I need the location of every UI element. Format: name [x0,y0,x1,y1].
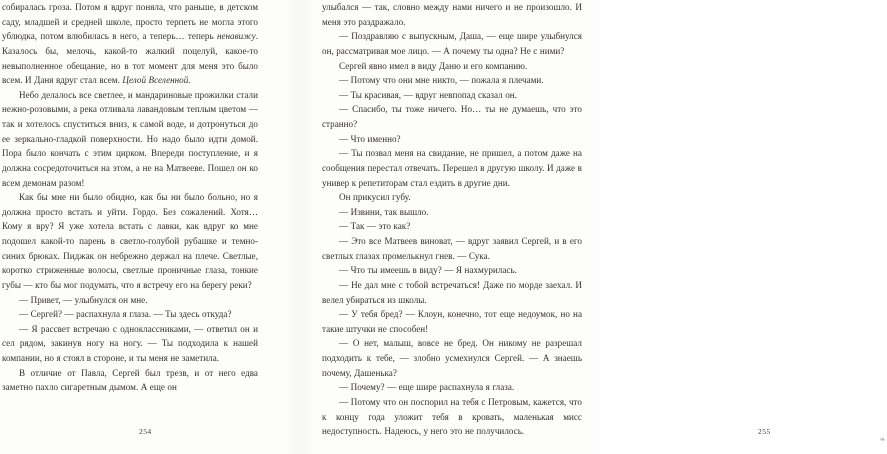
paragraph: — Что ты имеешь в виду? — Я нахмурилась. [339,265,517,276]
paragraph-emphasis: ненавижу [216,31,256,42]
paragraph: — Почему? — еще шире распахнула я глаза. [339,382,515,393]
paragraph: — Спасибо, ты тоже ничего. Но… ты не думаешь, что это странно? [322,104,582,129]
paragraph: — Что именно? [339,133,401,144]
paragraph: — Привет, — улыбнулся он мне. [19,294,148,305]
page-right-textblock [322,0,582,439]
page-left-textblock [2,0,258,395]
paragraph-text-tail: . Казалось бы, мелочь, какой-то жалкий поцелуй, какое-то невыполненное обещание, но в тот момент для меня это было всем. И Даня вдруг стал всем. [2,31,258,86]
paragraph: — Так — это как? [339,221,411,232]
paragraph: — Не дал мне с тобой встречаться! Даже по морде заехал. И велел убираться из школы. [322,279,582,305]
paragraph: улыбался — так, словно между нами ничего и не произошло. И меня это раздражало. [322,2,582,27]
paragraph: Сергей явно имел в виду Даню и его компанию. [339,60,528,71]
paragraph: — Потому что они мне никто, — пожала я плечами. [339,75,544,86]
paragraph: Он прикусил губу. [339,192,411,203]
page-right [300,0,886,454]
paragraph: Как бы мне ни было обидно, как бы ни было больно, но я должна просто встать и уйти. Гордо. Без сожалений. Хотя… Кому я вру? Я уже хотела встать с лавки, как вдруг ко мне подошел какой-то парень в светло-голубой рубашке и темно-синих брюках. Пиджак он небрежно держал на плече. Светлые, коротко стриженные волосы, светлые проничные глаза, тонкие губы — кто бы мог подумать, что я встречу его на берегу реки? [2,192,258,290]
paragraph: Небо делалось все светлее, и мандариновые прожилки стали нежно-розовыми, а река отливала лавандовым теплым цветом — так и хотелось спуститься вниз, к самой воде, и дотронуться до ее зеркально-гладкой поверхности. Но надо было идти домой. Пора было кончать с этим цирком. Впереди поступление, и я должна сосредоточиться на этом, а не на Матвееве. Пошел он ко всем демонам разом! [2,89,258,188]
paragraph: — Это все Матвеев виноват, — вдруг заявил Сергей, и в его светлых глазах промелькнул гнев. — Сука. [322,236,582,261]
paragraph: — Ты красивая, — вдруг невпопад сказал он. [339,89,517,100]
paragraph: — О нет, малыш, вовсе не бред. Он никому не разрешал подходить к тебе, — злобно усмехнулся Сергей. — А знаешь почему, Дашенька? [322,338,582,378]
page-left [0,0,300,454]
page-number-left: 254 [139,427,152,436]
paragraph [2,0,258,88]
paragraph-text: собиралась гроза. Потом я вдруг поняла, что раньше, в детском саду, младшей и средней школе, просто терпеть не могла этого ублюдка, потом влюбилась в него, а теперь… теперь [2,2,258,42]
paragraph: — Извини, так вышло. [339,206,429,217]
paragraph: — Ты позвал меня на свидание, не пришел, а потом даже на сообщения перестал отвечать. Перешел в другую школу. И даже в универ к репетиторам стал ездить в другие дни. [322,148,582,188]
paragraph: — Поздравляю с выпускным, Даша, — еще шире улыбнулся он, рассматривая мое лицо. — А почему ты одна? Не с ними? [322,31,582,56]
page-number-right: 255 [758,427,771,436]
paragraph: — Сергей? — распахнула я глаза. — Ты здесь откуда? [19,309,232,320]
corner-ornament-icon: ❧ [879,435,886,444]
paragraph: В отличие от Павла, Сергей был трезв, и от него едва заметно пахло сигаретным дымом. А еще он [2,367,258,393]
paragraph: — Я рассвет встречаю с одноклассниками, — ответил он и сел рядом, закинув ногу на ногу. — Ты подходила к нашей компании, но я стоял в стороне, и ты меня не заметила. [2,323,258,363]
paragraph: — У тебя бред? — Клоун, конечно, тот еще недоумок, но на такие штучки не способен! [322,309,582,334]
paragraph: — Потому что он поспорил на тебя с Петровым, кажется, что к концу года уложит тебя в кровать, маленькая мисс недоступность. Надеюсь, у него это не получилось. [322,396,582,437]
paragraph-emphasis-2: Целой Вселенной. [122,75,191,86]
